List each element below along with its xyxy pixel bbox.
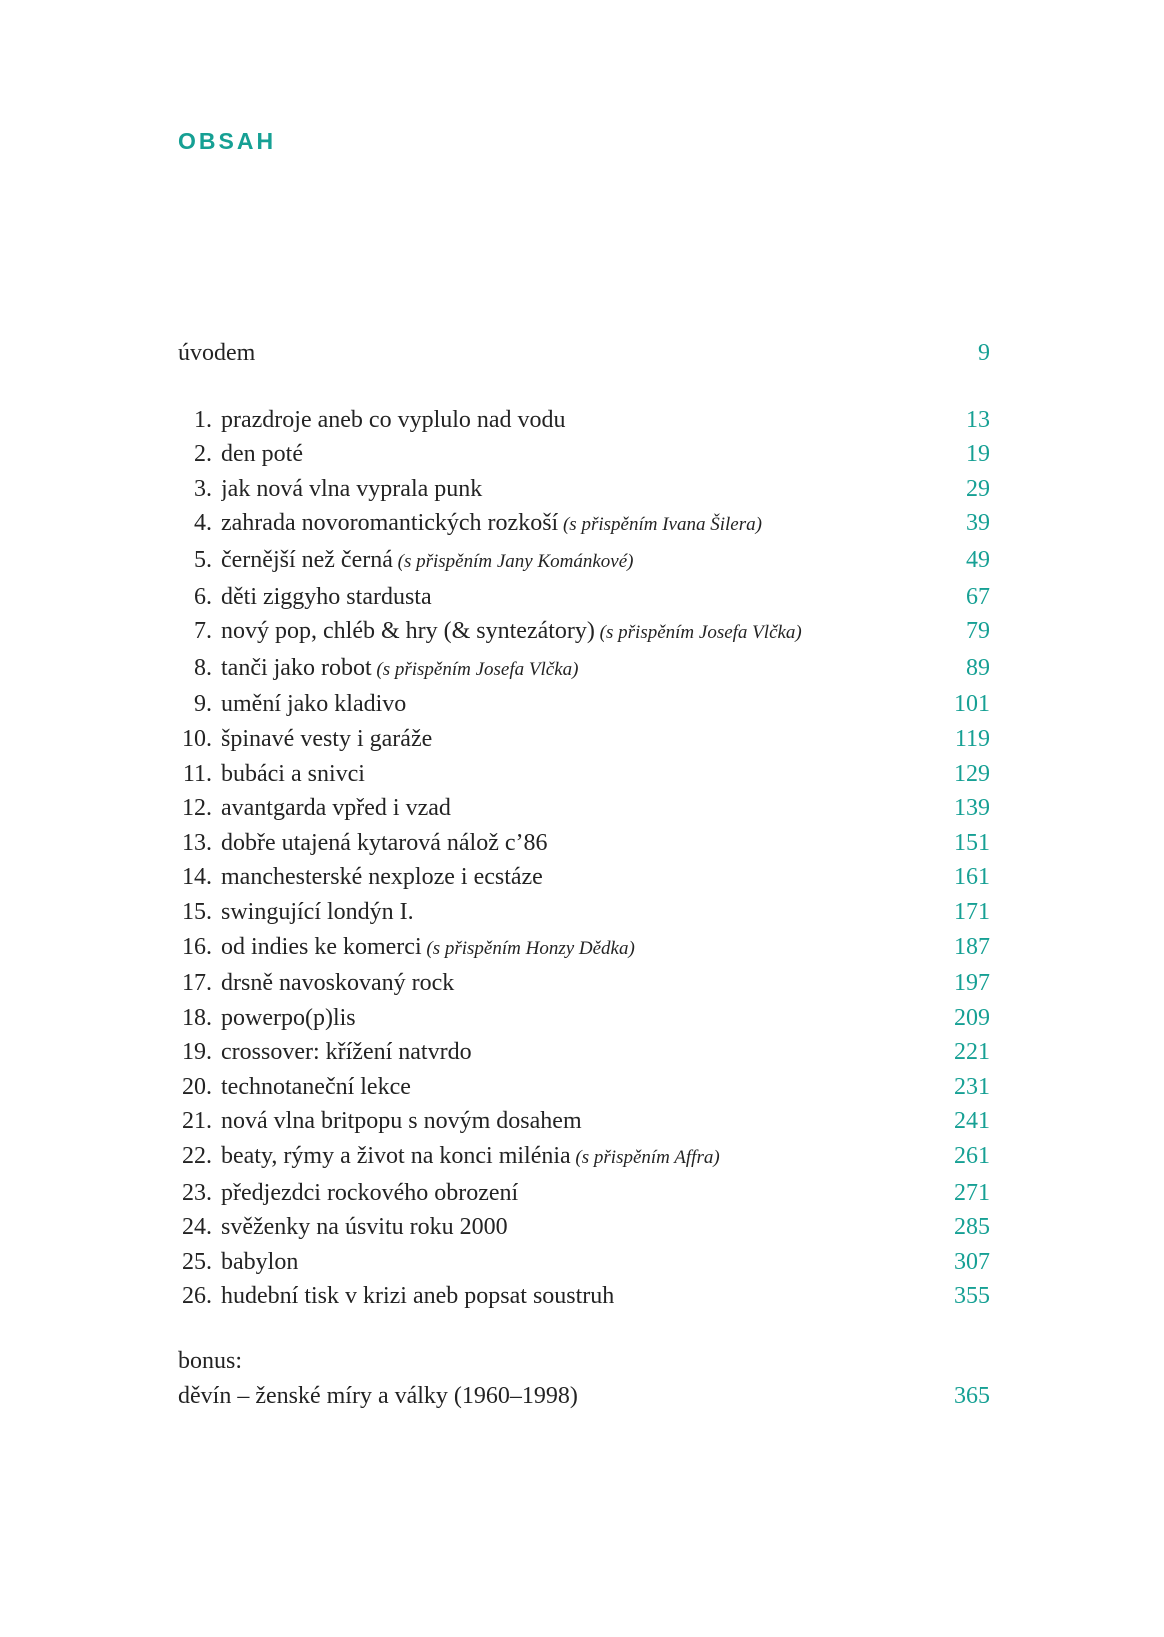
toc-entry-row (178, 437, 990, 472)
toc-entry-row (178, 966, 990, 1001)
toc-entry-row (178, 722, 990, 757)
intro-page-number: 9 (978, 340, 990, 366)
entry-number: 14. (182, 864, 212, 891)
entry-title: technotaneční lekce (221, 1073, 411, 1100)
entry-number: 16. (182, 933, 212, 960)
entry-title: powerpo(p)lis (221, 1004, 356, 1031)
intro-label: úvodem (178, 340, 256, 366)
entry-number: 1. (194, 406, 212, 433)
toc-entry-row (178, 403, 990, 438)
entry-title: prazdroje aneb co vyplulo nad vodu (221, 406, 566, 433)
entry-page-number: 79 (966, 618, 990, 645)
entry-title: drsně navoskovaný rock (221, 970, 455, 997)
entry-title: nová vlna britpopu s novým dosahem (221, 1108, 582, 1135)
entry-number: 21. (182, 1108, 212, 1135)
toc-entries (178, 403, 990, 1314)
entry-note: (s přispěním Honzy Dědka) (421, 937, 635, 959)
entry-page-number: 197 (954, 970, 990, 997)
entry-number: 4. (194, 510, 212, 537)
entry-page-number: 67 (966, 583, 990, 610)
bonus-label: bonus: (178, 1348, 243, 1375)
entry-title: hudební tisk v krizi aneb popsat soustruh (221, 1283, 615, 1310)
entry-number: 11. (182, 760, 212, 787)
toc-entry-row (178, 580, 990, 615)
entry-number: 13. (182, 829, 212, 856)
toc-entry-row (178, 651, 990, 688)
toc-entry-row (178, 1035, 990, 1070)
entry-page-number: 101 (954, 691, 990, 718)
entry-page-number: 129 (954, 760, 990, 787)
toc-entry-row (178, 1245, 990, 1280)
entry-title: bubáci a snivci (221, 760, 365, 787)
toc-entry-row (178, 614, 990, 651)
entry-number: 3. (194, 475, 212, 502)
bonus-title: děvín – ženské míry a války (1960–1998) (178, 1382, 578, 1409)
entry-page-number: 151 (954, 829, 990, 856)
entry-title: babylon (221, 1248, 299, 1275)
entry-note: (s přispěním Ivana Šilera) (558, 514, 762, 536)
entry-number: 25. (182, 1248, 212, 1275)
entry-number: 12. (182, 795, 212, 822)
toc-entry-row (178, 791, 990, 826)
toc-bonus-row (178, 1379, 990, 1414)
entry-title: špinavé vesty i garáže (221, 725, 433, 752)
entry-number: 17. (182, 970, 212, 997)
toc-entry-row (178, 472, 990, 507)
entry-page-number: 187 (954, 933, 990, 960)
entry-page-number: 209 (954, 1004, 990, 1031)
entry-number: 5. (194, 546, 212, 573)
entry-title: den poté (221, 441, 303, 468)
toc-entry-row (178, 757, 990, 792)
entry-page-number: 19 (966, 441, 990, 468)
entry-number: 7. (194, 618, 212, 645)
toc-bonus-label-row (178, 1344, 990, 1379)
entry-page-number: 261 (954, 1143, 990, 1170)
entry-note: (s přispěním Josefa Vlčka) (594, 622, 802, 644)
entry-number: 8. (194, 654, 212, 681)
entry-title: černější než černá (s přispěním Jany Kománkové) (221, 546, 634, 573)
entry-page-number: 355 (954, 1283, 990, 1310)
entry-title: crossover: křížení natvrdo (221, 1039, 472, 1066)
entry-number: 2. (194, 441, 212, 468)
entry-page-number: 271 (954, 1179, 990, 1206)
toc-entry-row (178, 860, 990, 895)
entry-title: zahrada novoromantických rozkoší (s přispěním Ivana Šilera) (221, 510, 762, 537)
entry-page-number: 171 (954, 898, 990, 925)
entry-note: (s přispěním Jany Kománkové) (392, 550, 634, 572)
entry-number: 22. (182, 1143, 212, 1170)
toc-entry-row (178, 1070, 990, 1105)
entry-page-number: 221 (954, 1039, 990, 1066)
entry-page-number: 241 (954, 1108, 990, 1135)
toc-entry-row (178, 1279, 990, 1314)
entry-page-number: 39 (966, 510, 990, 537)
entry-title: jak nová vlna vyprala punk (221, 475, 483, 502)
entry-title: děti ziggyho stardusta (221, 583, 432, 610)
toc-list (178, 336, 990, 1413)
entry-title: beaty, rýmy a život na konci milénia (s přispěním Affra) (221, 1143, 720, 1170)
entry-number: 18. (182, 1004, 212, 1031)
entry-page-number: 49 (966, 546, 990, 573)
entry-note: (s přispěním Josefa Vlčka) (371, 658, 579, 680)
entry-title: swingující londýn I. (221, 898, 414, 925)
page-title: OBSAH (178, 128, 277, 154)
entry-number: 23. (182, 1179, 212, 1206)
entry-page-number: 13 (966, 406, 990, 433)
entry-title: svěženky na úsvitu roku 2000 (221, 1214, 508, 1241)
toc-entry-row (178, 930, 990, 967)
toc-entry-row (178, 1001, 990, 1036)
entry-note: (s přispěním Affra) (570, 1147, 720, 1169)
entry-number: 24. (182, 1214, 212, 1241)
entry-page-number: 231 (954, 1073, 990, 1100)
entry-number: 19. (182, 1039, 212, 1066)
entry-title: manchesterské nexploze i ecstáze (221, 864, 543, 891)
toc-entry-row (178, 1176, 990, 1211)
toc-entry-row (178, 687, 990, 722)
entry-page-number: 139 (954, 795, 990, 822)
entry-number: 26. (182, 1283, 212, 1310)
entry-number: 9. (194, 691, 212, 718)
entry-title: tanči jako robot (s přispěním Josefa Vlčka) (221, 654, 579, 681)
entry-title: předjezdci rockového obrození (221, 1179, 519, 1206)
toc-entry-row (178, 1139, 990, 1176)
toc-intro-row (178, 336, 990, 371)
toc-entry-row (178, 895, 990, 930)
entry-page-number: 161 (954, 864, 990, 891)
entry-page-number: 285 (954, 1214, 990, 1241)
toc-entry-row (178, 543, 990, 580)
entry-title: nový pop, chléb & hry (& syntezátory) (s přispěním Josefa Vlčka) (221, 618, 802, 645)
entry-number: 6. (194, 583, 212, 610)
entry-title: umění jako kladivo (221, 691, 407, 718)
entry-page-number: 119 (954, 725, 990, 752)
toc-entry-row (178, 1104, 990, 1139)
bonus-page-number: 365 (954, 1382, 990, 1409)
entry-number: 15. (182, 898, 212, 925)
entry-title: dobře utajená kytarová nálož c’86 (221, 829, 548, 856)
entry-page-number: 307 (954, 1248, 990, 1275)
toc-entry-row (178, 506, 990, 543)
entry-page-number: 29 (966, 475, 990, 502)
entry-number: 20. (182, 1073, 212, 1100)
entry-page-number: 89 (966, 654, 990, 681)
entry-number: 10. (182, 725, 212, 752)
toc-entry-row (178, 826, 990, 861)
entry-title: avantgarda vpřed i vzad (221, 795, 451, 822)
toc-entry-row (178, 1210, 990, 1245)
entry-title: od indies ke komerci (s přispěním Honzy Dědka) (221, 933, 635, 960)
